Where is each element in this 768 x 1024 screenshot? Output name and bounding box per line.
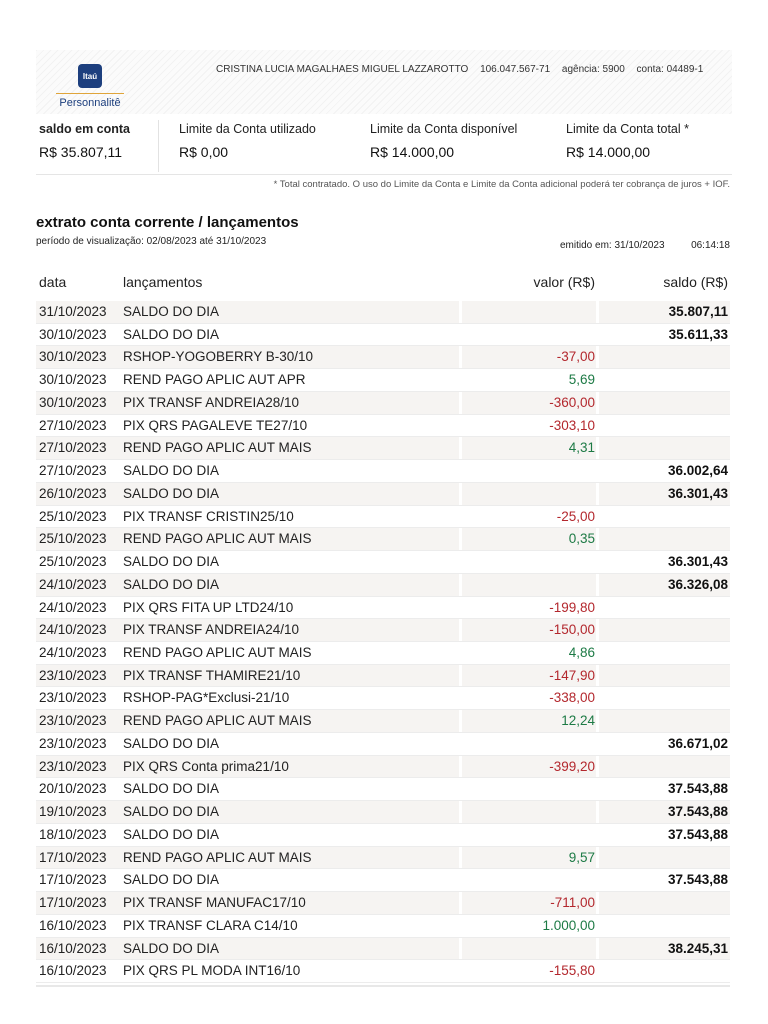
column-divider <box>596 460 599 482</box>
row-date: 24/10/2023 <box>39 599 107 615</box>
row-date: 16/10/2023 <box>39 940 107 956</box>
column-divider <box>596 892 599 914</box>
column-divider <box>459 597 462 619</box>
saldo-value: R$ 35.807,11 <box>39 144 123 160</box>
header-band <box>36 50 732 114</box>
client-info <box>216 64 703 75</box>
row-description: PIX TRANSF THAMIRE21/10 <box>123 667 301 683</box>
column-divider <box>459 710 462 732</box>
table-bottom-border <box>36 985 730 987</box>
statement-issued-time: 06:14:18 <box>691 240 730 251</box>
limite-total-value: R$ 14.000,00 <box>566 144 651 160</box>
column-divider <box>596 324 599 346</box>
row-value: -303,10 <box>549 417 595 433</box>
table-row <box>36 301 730 324</box>
column-divider <box>459 574 462 596</box>
column-divider <box>596 801 599 823</box>
column-divider <box>596 346 599 368</box>
column-divider <box>596 733 599 755</box>
client-cpf: 106.047.567-71 <box>480 64 551 75</box>
row-description: SALDO DO DIA <box>123 326 220 342</box>
row-value: -37,00 <box>556 349 595 365</box>
column-divider <box>459 892 462 914</box>
row-description: PIX TRANSF MANUFAC17/10 <box>123 895 306 911</box>
row-value: -147,90 <box>549 667 595 683</box>
row-description: PIX QRS PAGALEVE TE27/10 <box>123 417 308 433</box>
table-row <box>36 642 730 665</box>
row-date: 30/10/2023 <box>39 394 107 410</box>
table-row <box>36 528 730 551</box>
row-balance: 37.543,88 <box>667 826 728 842</box>
row-date: 18/10/2023 <box>39 826 107 842</box>
row-balance: 35.807,11 <box>668 304 728 319</box>
column-divider <box>596 960 599 982</box>
column-divider <box>596 687 599 709</box>
row-balance: 36.002,64 <box>667 463 728 479</box>
row-date: 17/10/2023 <box>39 895 107 911</box>
table-row <box>36 574 730 597</box>
row-description: SALDO DO DIA <box>123 826 220 842</box>
brand-divider <box>56 93 124 94</box>
row-description: SALDO DO DIA <box>123 872 220 888</box>
row-description: SALDO DO DIA <box>123 463 220 479</box>
limite-utilizado-value: R$ 0,00 <box>179 144 229 160</box>
limite-disponivel-value: R$ 14.000,00 <box>370 144 455 160</box>
column-divider <box>459 324 462 346</box>
row-balance: 38.245,31 <box>667 940 728 956</box>
table-row <box>36 392 730 415</box>
column-divider <box>459 437 462 459</box>
column-divider <box>596 869 599 891</box>
column-divider <box>596 483 599 505</box>
row-date: 30/10/2023 <box>39 372 107 388</box>
transactions-table <box>36 301 730 983</box>
row-value: -399,20 <box>549 758 595 774</box>
table-row <box>36 960 730 983</box>
row-value: -711,00 <box>550 895 595 911</box>
column-divider <box>596 756 599 778</box>
row-value: -360,00 <box>549 394 595 410</box>
table-row <box>36 938 730 961</box>
statement-title: extrato conta corrente / lançamentos <box>36 214 299 231</box>
row-date: 16/10/2023 <box>39 963 107 979</box>
row-balance: 36.301,43 <box>667 485 728 501</box>
row-date: 25/10/2023 <box>39 508 107 524</box>
table-row <box>36 778 730 801</box>
column-divider <box>459 301 462 323</box>
table-row <box>36 733 730 756</box>
column-header-description: lançamentos <box>123 274 203 290</box>
row-date: 30/10/2023 <box>39 349 107 365</box>
row-date: 23/10/2023 <box>39 690 107 706</box>
row-description: SALDO DO DIA <box>123 781 220 797</box>
column-divider <box>596 437 599 459</box>
table-row <box>36 847 730 870</box>
row-description: SALDO DO DIA <box>123 554 220 570</box>
itau-logo <box>78 64 102 88</box>
column-divider <box>596 574 599 596</box>
column-divider <box>459 483 462 505</box>
row-date: 25/10/2023 <box>39 531 107 547</box>
column-divider <box>596 415 599 437</box>
column-divider <box>596 597 599 619</box>
column-divider <box>596 528 599 550</box>
table-row <box>36 756 730 779</box>
column-divider <box>596 369 599 391</box>
row-description: REND PAGO APLIC AUT MAIS <box>123 531 312 547</box>
row-value: -150,00 <box>549 622 595 638</box>
row-date: 16/10/2023 <box>39 917 107 933</box>
column-divider <box>459 847 462 869</box>
row-date: 23/10/2023 <box>39 713 107 729</box>
row-value: 1.000,00 <box>542 917 595 933</box>
row-balance: 35.611,33 <box>668 326 728 342</box>
table-row <box>36 801 730 824</box>
table-row <box>36 460 730 483</box>
row-date: 17/10/2023 <box>39 872 107 888</box>
row-value: 4,86 <box>568 645 595 661</box>
column-divider <box>596 847 599 869</box>
table-row <box>36 506 730 529</box>
table-row <box>36 483 730 506</box>
row-description: REND PAGO APLIC AUT MAIS <box>123 713 312 729</box>
row-date: 26/10/2023 <box>39 485 107 501</box>
client-name: CRISTINA LUCIA MAGALHAES MIGUEL LAZZAROTTO <box>216 64 469 75</box>
row-date: 24/10/2023 <box>39 645 107 661</box>
column-divider <box>459 619 462 641</box>
table-row <box>36 915 730 938</box>
row-description: SALDO DO DIA <box>123 485 220 501</box>
row-description: SALDO DO DIA <box>123 576 220 592</box>
column-divider <box>459 960 462 982</box>
client-conta: conta: 04489-1 <box>636 64 704 75</box>
table-row <box>36 824 730 847</box>
statement-period: período de visualização: 02/08/2023 até 31/10/2023 <box>36 236 267 247</box>
column-divider <box>596 506 599 528</box>
row-date: 31/10/2023 <box>39 304 107 319</box>
table-row <box>36 710 730 733</box>
row-date: 27/10/2023 <box>39 440 107 456</box>
column-divider <box>596 619 599 641</box>
row-description: REND PAGO APLIC AUT APR <box>123 372 306 388</box>
row-date: 17/10/2023 <box>39 849 107 865</box>
row-description: REND PAGO APLIC AUT MAIS <box>123 440 312 456</box>
row-description: REND PAGO APLIC AUT MAIS <box>123 849 312 865</box>
column-divider <box>596 301 599 323</box>
row-balance: 36.301,43 <box>667 554 728 570</box>
column-divider <box>459 642 462 664</box>
row-value: 5,69 <box>568 372 595 388</box>
row-balance: 37.543,88 <box>667 804 728 820</box>
balances-divider <box>36 174 732 175</box>
row-date: 24/10/2023 <box>39 622 107 638</box>
row-value: -338,00 <box>549 690 595 706</box>
row-date: 27/10/2023 <box>39 417 107 433</box>
column-divider <box>459 801 462 823</box>
table-row <box>36 597 730 620</box>
column-divider <box>459 824 462 846</box>
row-date: 25/10/2023 <box>39 554 107 570</box>
brand-name: Personnalitê <box>59 97 121 109</box>
row-date: 23/10/2023 <box>39 735 107 751</box>
column-divider <box>596 642 599 664</box>
column-divider <box>459 392 462 414</box>
column-divider <box>459 369 462 391</box>
row-description: RSHOP-PAG*Exclusi-21/10 <box>123 690 290 706</box>
row-value: 4,31 <box>568 440 595 456</box>
row-description: SALDO DO DIA <box>123 735 220 751</box>
row-date: 19/10/2023 <box>39 804 107 820</box>
row-date: 24/10/2023 <box>39 576 107 592</box>
row-date: 20/10/2023 <box>39 781 107 797</box>
column-divider <box>459 869 462 891</box>
column-header-balance: saldo (R$) <box>663 274 728 290</box>
row-value: -199,80 <box>549 599 595 615</box>
column-divider <box>459 415 462 437</box>
column-divider <box>596 778 599 800</box>
table-row <box>36 869 730 892</box>
column-divider <box>459 528 462 550</box>
table-row <box>36 415 730 438</box>
column-divider <box>596 710 599 732</box>
row-balance: 36.671,02 <box>667 735 728 751</box>
column-divider <box>459 346 462 368</box>
limite-disponivel-label: Limite da Conta disponível <box>370 122 518 136</box>
saldo-label: saldo em conta <box>39 122 130 136</box>
row-date: 30/10/2023 <box>39 326 107 342</box>
statement-issued: emitido em: 31/10/2023 <box>560 240 665 251</box>
limite-utilizado-label: Limite da Conta utilizado <box>179 122 316 136</box>
column-divider <box>596 665 599 687</box>
row-date: 23/10/2023 <box>39 667 107 683</box>
column-divider <box>596 392 599 414</box>
column-divider <box>459 778 462 800</box>
row-value: -155,80 <box>549 963 595 979</box>
column-divider <box>596 938 599 960</box>
row-description: PIX TRANSF ANDREIA28/10 <box>123 394 300 410</box>
row-description: PIX TRANSF CLARA C14/10 <box>123 917 298 933</box>
limit-note: * Total contratado. O uso do Limite da Conta e Limite da Conta adicional poderá ter cobrança de juros + IOF. <box>273 179 730 190</box>
table-row <box>36 665 730 688</box>
column-divider <box>459 665 462 687</box>
table-row <box>36 551 730 574</box>
row-description: PIX QRS Conta prima21/10 <box>123 758 289 774</box>
column-divider <box>459 915 462 937</box>
row-value: -25,00 <box>556 508 595 524</box>
logo-text: Itaú <box>82 71 98 81</box>
row-description: PIX QRS FITA UP LTD24/10 <box>123 599 294 615</box>
row-description: PIX TRANSF ANDREIA24/10 <box>123 622 300 638</box>
table-row <box>36 346 730 369</box>
table-row <box>36 324 730 347</box>
row-balance: 37.543,88 <box>667 872 728 888</box>
limite-total-label: Limite da Conta total * <box>566 122 689 136</box>
row-balance: 37.543,88 <box>667 781 728 797</box>
row-description: REND PAGO APLIC AUT MAIS <box>123 645 312 661</box>
row-balance: 36.326,08 <box>667 576 728 592</box>
column-divider <box>459 506 462 528</box>
row-date: 23/10/2023 <box>39 758 107 774</box>
row-date: 27/10/2023 <box>39 463 107 479</box>
row-value: 0,35 <box>568 531 595 547</box>
row-description: SALDO DO DIA <box>123 804 220 820</box>
row-description: SALDO DO DIA <box>123 304 220 319</box>
table-row <box>36 437 730 460</box>
row-description: RSHOP-YOGOBERRY B-30/10 <box>123 349 314 365</box>
column-divider <box>459 756 462 778</box>
table-row <box>36 619 730 642</box>
row-value: 9,57 <box>568 849 595 865</box>
column-divider <box>459 938 462 960</box>
column-divider <box>459 687 462 709</box>
client-agencia: agência: 5900 <box>561 64 625 75</box>
column-divider <box>459 460 462 482</box>
row-description: SALDO DO DIA <box>123 940 220 956</box>
balance-separator <box>158 120 159 172</box>
row-description: PIX TRANSF CRISTIN25/10 <box>123 508 294 524</box>
column-divider <box>459 551 462 573</box>
column-header-date: data <box>39 274 67 290</box>
column-divider <box>596 824 599 846</box>
table-row <box>36 892 730 915</box>
table-row <box>36 687 730 710</box>
column-divider <box>596 551 599 573</box>
row-value: 12,24 <box>561 713 595 729</box>
column-header-value: valor (R$) <box>533 274 595 290</box>
column-divider <box>459 733 462 755</box>
row-description: PIX QRS PL MODA INT16/10 <box>123 963 301 979</box>
column-divider <box>596 915 599 937</box>
table-row <box>36 369 730 392</box>
